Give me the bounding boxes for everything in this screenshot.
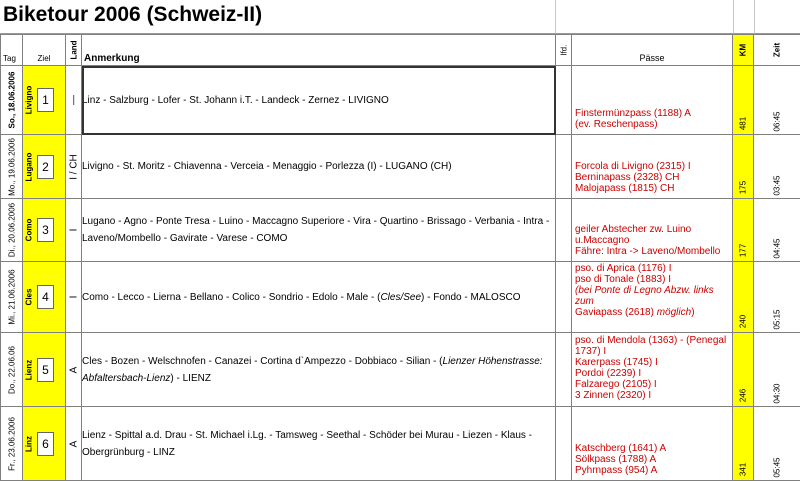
km-value: 246 <box>739 389 748 402</box>
zeit-value: 04:30 <box>773 383 782 403</box>
zeit-cell[interactable] <box>754 333 800 407</box>
date-text: Mo., 19.06.2006 <box>7 138 16 196</box>
ziel-cell[interactable] <box>23 333 66 407</box>
header-km[interactable] <box>733 35 754 66</box>
km-cell[interactable] <box>733 407 754 481</box>
anmerkung-cell[interactable] <box>82 333 556 407</box>
date-cell[interactable] <box>1 135 23 199</box>
date-text: Mi., 21.06.2006 <box>7 269 16 324</box>
passe-cell[interactable] <box>572 407 733 481</box>
header-anmerkung[interactable]: Anmerkung <box>82 35 556 66</box>
pass-line: Karerpass (1745) I <box>575 357 729 368</box>
km-value: 175 <box>739 181 748 194</box>
km-value: 177 <box>739 244 748 257</box>
day-number: 6 <box>37 432 54 456</box>
km-cell[interactable] <box>733 135 754 199</box>
table-row <box>1 262 800 333</box>
passe-cell[interactable] <box>572 135 733 199</box>
land-text: A <box>68 440 79 447</box>
header-passe[interactable]: Pässe <box>572 35 733 66</box>
header-km-label: KM <box>739 44 748 56</box>
pass-line: pso. di Mendola (1363) - (Penegal 1737) I <box>575 335 729 357</box>
anmerkung-cell[interactable]: Linz - Salzburg - Lofer - St. Johann i.T. - Landeck - Zernez - LIVIGNO <box>82 66 556 135</box>
passe-cell[interactable] <box>572 199 733 262</box>
pass-line: Sölkpass (1788) A <box>575 454 729 465</box>
km-value: 481 <box>739 117 748 130</box>
pass-line: 3 Zinnen (2320) I <box>575 390 729 401</box>
pass-line: Finstermünzpass (1188) A <box>575 108 729 119</box>
pass-line: pso di Tonale (1883) I <box>575 274 729 285</box>
lfd-cell[interactable] <box>556 199 572 262</box>
date-cell[interactable] <box>1 333 23 407</box>
anmerkung-text: ) - LIENZ <box>170 373 211 384</box>
date-cell[interactable] <box>1 262 23 333</box>
ziel-name: Lienz <box>25 359 34 379</box>
header-tag[interactable]: Tag <box>1 35 23 66</box>
header-lfd[interactable] <box>556 35 572 66</box>
empty-cell[interactable] <box>755 0 800 34</box>
date-text: So., 18.06.2006 <box>7 72 16 129</box>
header-zeit-label: Zeit <box>773 43 782 57</box>
zeit-value: 06:45 <box>773 111 782 131</box>
ziel-cell[interactable] <box>23 199 66 262</box>
pass-note-text: ) <box>691 307 694 318</box>
pass-line: Falzarego (2105) I <box>575 379 729 390</box>
zeit-value: 05:45 <box>773 457 782 477</box>
land-text: A <box>68 366 79 373</box>
date-text: Di., 20.06.2006 <box>7 203 16 257</box>
day-number: 4 <box>37 285 54 309</box>
zeit-cell[interactable] <box>754 135 800 199</box>
empty-cell[interactable] <box>734 0 755 34</box>
ziel-name: Linz <box>25 436 34 452</box>
lfd-cell[interactable] <box>556 135 572 199</box>
km-cell[interactable] <box>733 262 754 333</box>
anmerkung-italic: Lienzer Höhenstrasse: Abfaltersbach-Lienz <box>82 356 543 384</box>
km-cell[interactable] <box>733 199 754 262</box>
km-cell[interactable] <box>733 333 754 407</box>
header-land-label: Land <box>69 40 78 59</box>
land-text: — <box>68 95 79 105</box>
header-zeit[interactable] <box>754 35 800 66</box>
day-number: 5 <box>37 358 54 382</box>
header-ziel[interactable]: Ziel <box>23 35 66 66</box>
pass-note-italic: möglich <box>657 307 691 318</box>
spreadsheet-table <box>0 34 800 481</box>
zeit-cell[interactable] <box>754 66 800 135</box>
ziel-name: Cles <box>25 289 34 306</box>
pass-note-text: Gaviapass (2618) <box>575 307 657 318</box>
anmerkung-text: ) - Fondo - MALOSCO <box>421 292 520 303</box>
date-cell[interactable] <box>1 407 23 481</box>
ziel-name: Como <box>25 219 34 242</box>
km-value: 341 <box>739 463 748 476</box>
sheet-title: Biketour 2006 (Schweiz-II) <box>3 3 262 27</box>
zeit-value: 03:45 <box>773 175 782 195</box>
pass-line: Pyhrnpass (954) A <box>575 465 729 476</box>
table-row <box>1 333 800 407</box>
lfd-cell[interactable] <box>556 66 572 135</box>
date-cell[interactable] <box>1 66 23 135</box>
pass-note-italic: (bei Ponte di Legno Abzw. links zum <box>575 285 714 307</box>
passe-cell[interactable] <box>572 262 733 333</box>
pass-line: Malojapass (1815) CH <box>575 183 729 194</box>
lfd-cell[interactable] <box>556 262 572 333</box>
header-lfd-label: lfd. <box>559 45 568 56</box>
land-cell[interactable] <box>66 135 82 199</box>
ziel-cell[interactable] <box>23 66 66 135</box>
land-cell[interactable] <box>66 66 82 135</box>
table-row <box>1 135 800 199</box>
pass-line: Katschberg (1641) A <box>575 443 729 454</box>
anmerkung-cell[interactable]: Lugano - Agno - Ponte Tresa - Luino - Maccagno Superiore - Vira - Quartino - Brissago - Verbania - Intra - Laveno/Mombello - Gavirate - Varese - COMO <box>82 199 556 262</box>
land-cell[interactable] <box>66 199 82 262</box>
land-cell[interactable] <box>66 262 82 333</box>
empty-cell[interactable] <box>556 0 734 34</box>
ziel-cell[interactable] <box>23 262 66 333</box>
pass-note <box>575 285 729 307</box>
anmerkung-italic: Cles/See <box>380 292 421 303</box>
zeit-cell[interactable] <box>754 407 800 481</box>
title-cell[interactable] <box>0 0 556 34</box>
table-row <box>1 66 800 135</box>
header-row <box>1 35 800 66</box>
anmerkung-text: Como - Lecco - Lierna - Bellano - Colico - Sondrio - Edolo - Male - ( <box>82 292 380 303</box>
land-cell[interactable] <box>66 333 82 407</box>
table-row <box>1 407 800 481</box>
date-text: Fr., 23.06.2006 <box>7 417 16 471</box>
lfd-cell[interactable] <box>556 407 572 481</box>
land-text: I <box>68 229 79 232</box>
ziel-name: Livigno <box>25 86 34 114</box>
day-number: 1 <box>37 88 54 112</box>
zeit-cell[interactable] <box>754 199 800 262</box>
pass-line: geiler Abstecher zw. Luino u.Maccagno <box>575 224 729 246</box>
land-text: I / CH <box>68 154 79 180</box>
day-number: 3 <box>37 218 54 242</box>
date-text: Do., 22.06.06 <box>7 345 16 393</box>
pass-line: Fähre: Intra -> Laveno/Mombello <box>575 246 729 257</box>
pass-line: (ev. Reschenpass) <box>575 119 729 130</box>
table-row <box>1 199 800 262</box>
pass-note <box>575 307 729 318</box>
zeit-value: 05:15 <box>773 309 782 329</box>
anmerkung-cell[interactable]: Lienz - Spittal a.d. Drau - St. Michael i.Lg. - Tamsweg - Seethal - Schöder bei Murau - Liezen - Klaus - Obergrünburg - LINZ <box>82 407 556 481</box>
header-land[interactable] <box>66 35 82 66</box>
pass-line: pso. di Aprica (1176) I <box>575 263 729 274</box>
date-cell[interactable] <box>1 199 23 262</box>
anmerkung-cell[interactable] <box>82 262 556 333</box>
km-value: 240 <box>739 315 748 328</box>
ziel-cell[interactable] <box>23 407 66 481</box>
pass-line: Pordoi (2239) I <box>575 368 729 379</box>
pass-line: Berninapass (2328) CH <box>575 172 729 183</box>
land-text: I <box>68 296 79 299</box>
passe-cell[interactable] <box>572 333 733 407</box>
anmerkung-cell[interactable]: Livigno - St. Moritz - Chiavenna - Verceia - Menaggio - Porlezza (I) - LUGANO (CH) <box>82 135 556 199</box>
title-row <box>0 0 800 34</box>
anmerkung-text: Cles - Bozen - Welschnofen - Canazei - Cortina d`Ampezzo - Dobbiaco - Silian - ( <box>82 356 443 367</box>
pass-line: Forcola di Livigno (2315) I <box>575 161 729 172</box>
lfd-cell[interactable] <box>556 333 572 407</box>
land-cell[interactable] <box>66 407 82 481</box>
day-number: 2 <box>37 155 54 179</box>
zeit-cell[interactable] <box>754 262 800 333</box>
ziel-name: Lugano <box>25 152 34 181</box>
passe-cell[interactable] <box>572 66 733 135</box>
zeit-value: 04:45 <box>773 238 782 258</box>
ziel-cell[interactable] <box>23 135 66 199</box>
km-cell[interactable] <box>733 66 754 135</box>
